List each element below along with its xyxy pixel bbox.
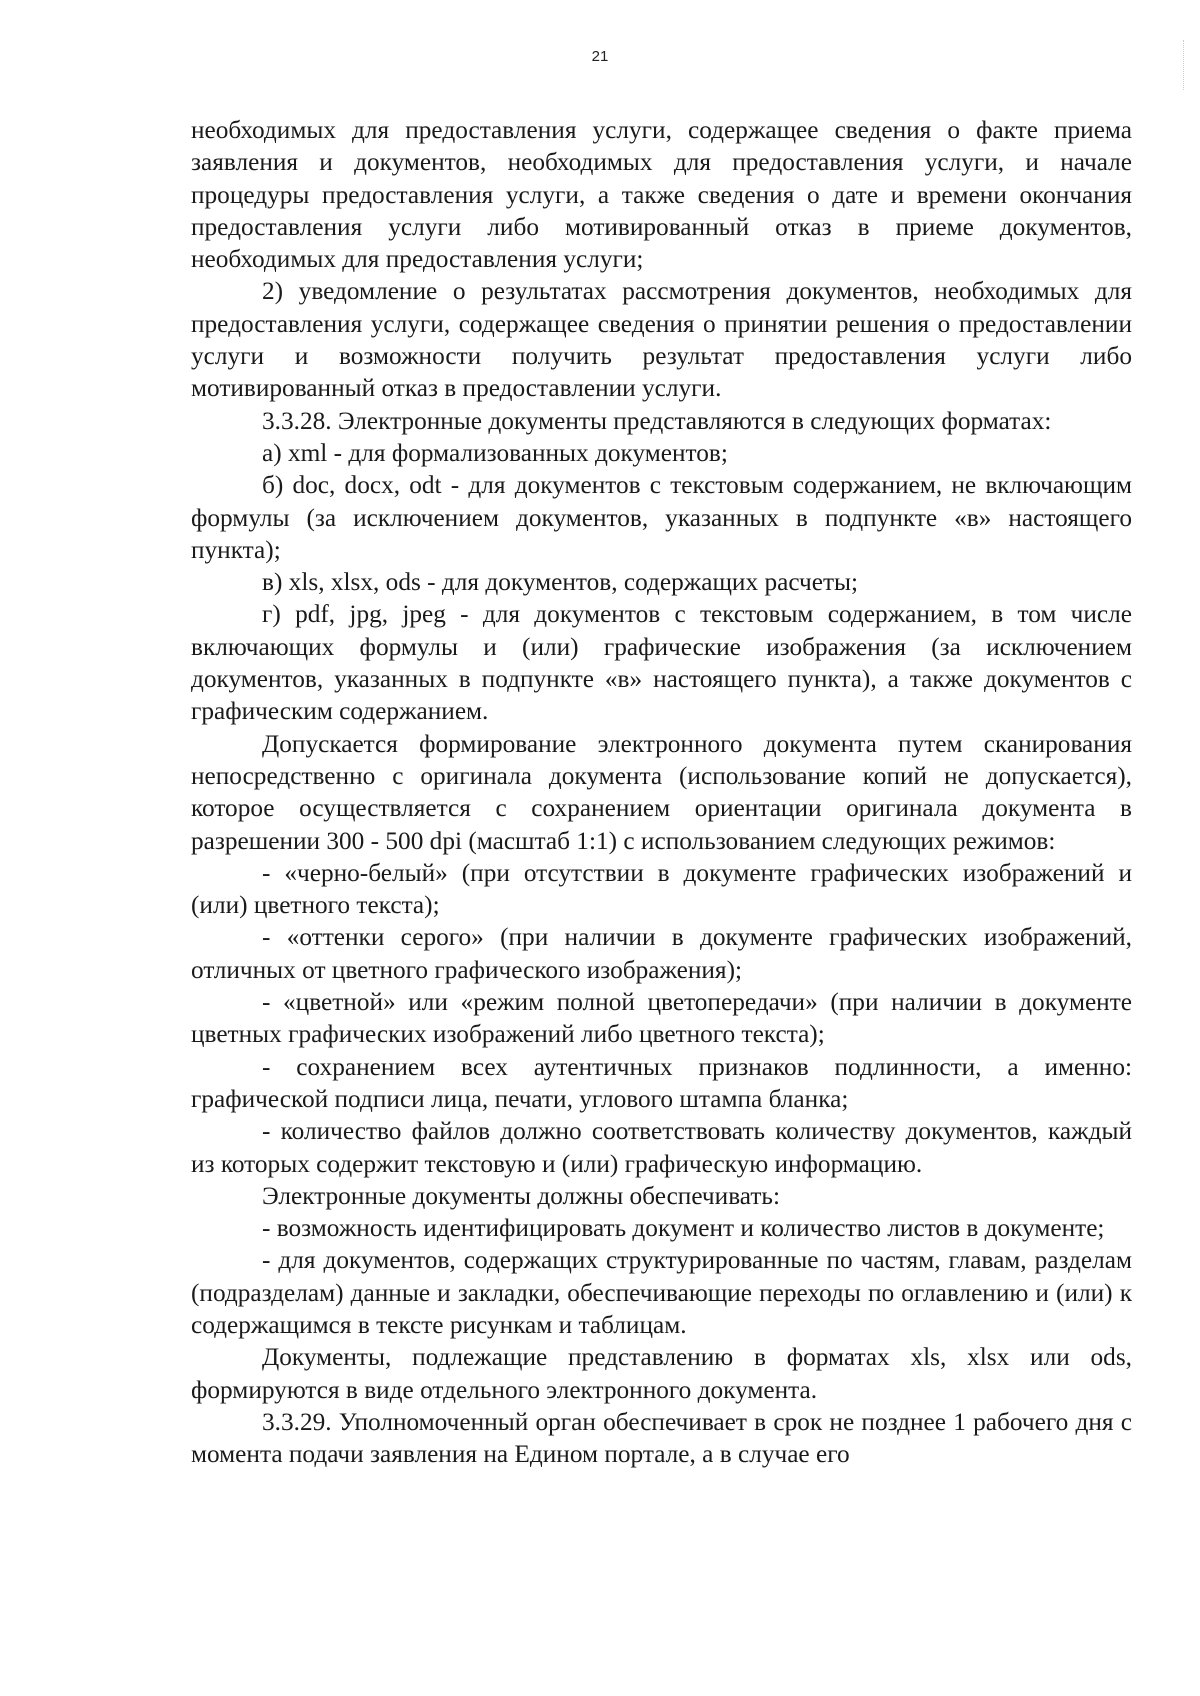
paragraph-requirements: Электронные документы должны обеспечивать: [262,1181,780,1210]
list-item-grayscale: - «оттенки серого» (при наличии в документе графических изображений, отличных от цветного графического изображения); [191,923,1132,984]
paragraph-3-3-29: 3.3.29. Уполномоченный орган обеспечивает в срок не позднее 1 рабочего дня с момента подачи заявления на Едином портале, а в случае его [191,1407,1132,1469]
list-item-xml: а) xml - для формализованных документов; [262,438,728,467]
document-body [191,114,1132,1470]
paragraph-scanning: Допускается формирование электронного документа путем сканирования непосредственно с оригинала документа (использование копий не допускается), которое осуществляется с сохранением ориентации оригинала документа в разрешении 300 - 500 dpi (масштаб 1:1) с использованием следующих режимов: [191,729,1132,855]
list-item-authentic-signs: - сохранением всех аутентичных признаков подлинности, а именно: графической подписи лица, печати, углового штампа бланка; [191,1052,1132,1113]
list-item-identify: - возможность идентифицировать документ и количество листов в документе; [262,1214,1105,1243]
list-item-pdf: г) pdf, jpg, jpeg - для документов с текстовым содержанием, в том числе включающих формулы и (или) графические изображения (за исключением документов, указанных в подпункте «в» настоящего пункта), а также документов с графическим содержанием. [191,600,1132,726]
paragraph-continuation: необходимых для предоставления услуги, содержащее сведения о факте приема заявления и документов, необходимых для предоставления услуги, и начале процедуры предоставления услуги, а также сведения о дате и времени окончания предоставления услуги либо мотивированный отказ в приеме документов, необходимых для предоставления услуги; [191,116,1132,274]
paragraph-spreadsheets: Документы, подлежащие представлению в форматах xls, xlsx или ods, формируются в виде отдельного электронного документа. [191,1343,1132,1404]
paragraph-notification-results: 2) уведомление о результатах рассмотрения документов, необходимых для предоставления услуги, содержащее сведения о принятии решения о предоставлении услуги и возможности получить результат предоставления услуги либо мотивированный отказ в предоставлении услуги. [191,277,1132,403]
list-item-xls: в) xls, xlsx, ods - для документов, содержащих расчеты; [262,568,859,597]
list-item-file-count: - количество файлов должно соответствовать количеству документов, каждый из которых содержит текстовую и (или) графическую информацию. [191,1117,1132,1178]
list-item-structured: - для документов, содержащих структурированные по частям, главам, разделам (подразделам) данные и закладки, обеспечивающие переходы по оглавлению и (или) к содержащимся в тексте рисункам и таблицам. [191,1246,1132,1339]
list-item-doc: б) doc, docx, odt - для документов с текстовым содержанием, не включающим формулы (за исключением документов, указанных в подпункте «в» настоящего пункта); [191,471,1132,564]
list-item-color: - «цветной» или «режим полной цветопередачи» (при наличии в документе цветных графических изображений либо цветного текста); [191,988,1132,1049]
list-item-black-white: - «черно-белый» (при отсутствии в документе графических изображений и (или) цветного текста); [191,858,1132,920]
paragraph-3-3-28: 3.3.28. Электронные документы представляются в следующих форматах: [262,406,1052,435]
page-number: 21 [591,48,609,65]
